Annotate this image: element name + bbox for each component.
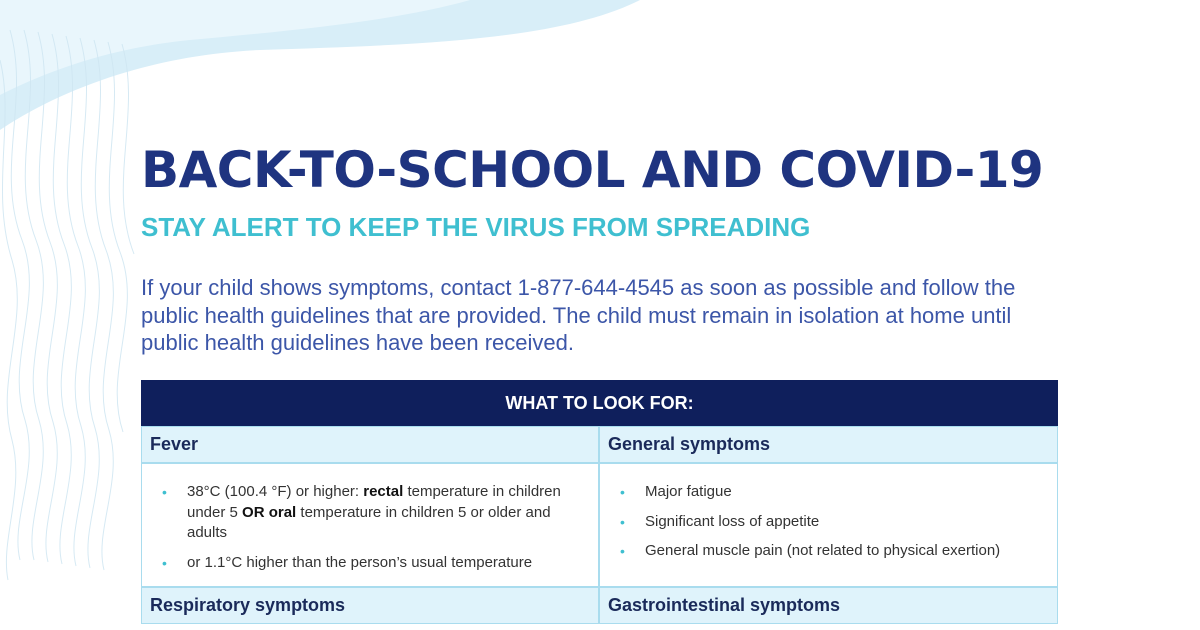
bullet-icon: • [620, 513, 625, 530]
general-item-text: Major fatigue [645, 483, 732, 500]
list-item [620, 482, 1037, 503]
page-subtitle: STAY ALERT TO KEEP THE VIRUS FROM SPREADING [141, 212, 811, 242]
table-header: WHAT TO LOOK FOR: [141, 380, 1058, 426]
respiratory-symptoms-heading: Respiratory symptoms [141, 587, 599, 624]
fever-cell [141, 463, 599, 587]
bullet-icon: • [162, 484, 167, 500]
list-item [620, 512, 1037, 533]
fever-list [162, 482, 578, 573]
general-symptoms-heading: General symptoms [599, 426, 1058, 463]
gastrointestinal-symptoms-heading: Gastrointestinal symptoms [599, 587, 1058, 624]
fever-item-text: or 1.1°C higher than the person’s usual temperature [187, 553, 533, 571]
list-item [162, 553, 578, 574]
fever-heading: Fever [141, 426, 599, 463]
general-item-text: Significant loss of appetite [645, 512, 820, 530]
general-item-text: General muscle pain (not related to physical exertion) [645, 542, 1001, 559]
bullet-icon: • [620, 543, 625, 559]
bullet-icon: • [620, 484, 625, 500]
fever-item-emphasis: OR oral [242, 503, 297, 521]
fever-item-emphasis: rectal [363, 483, 404, 500]
fever-item-text-part: temperature in children under 5 [187, 483, 561, 521]
general-symptoms-cell [599, 463, 1058, 587]
intro-paragraph: If your child shows symptoms, contact 1-877-644-4545 as soon as possible and follow the public health guidelines that are provided. The child must remain in isolation at home until public health guidelines have been received. [141, 275, 1016, 355]
page-title: BACK-TO-SCHOOL AND COVID-19 [141, 141, 1044, 199]
general-symptoms-list [620, 482, 1037, 562]
symptoms-table [141, 380, 1058, 624]
bullet-icon: • [162, 554, 167, 571]
list-item [620, 541, 1037, 562]
symptoms-grid [141, 426, 1058, 624]
fever-item-text-part: 38°C (100.4 °F) or higher: [187, 483, 364, 500]
fever-item-text [187, 483, 561, 541]
fever-item-text-part: temperature in children 5 or older and adults [187, 503, 551, 541]
list-item [162, 482, 578, 544]
